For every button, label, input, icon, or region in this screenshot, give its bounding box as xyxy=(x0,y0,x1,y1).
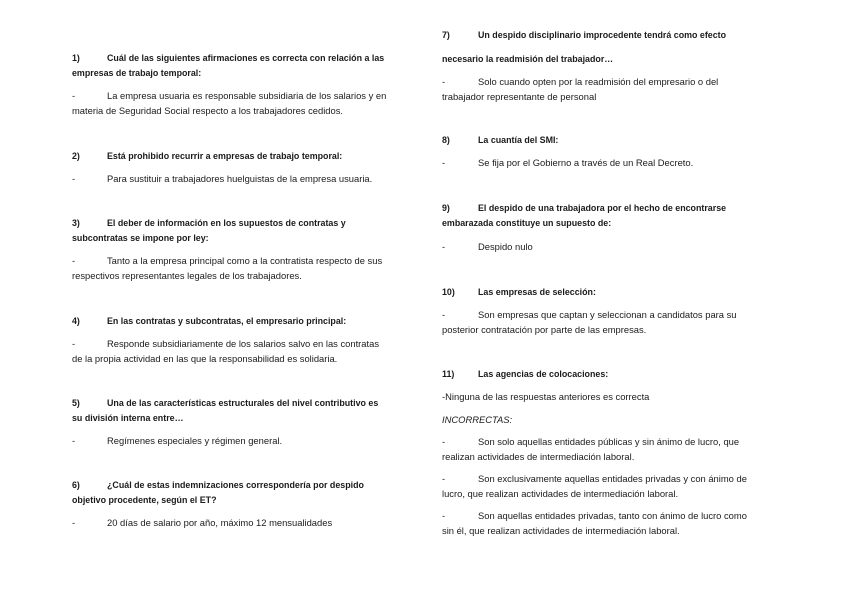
answer-marker: - xyxy=(442,435,446,447)
question-4 xyxy=(72,314,346,330)
incorrect-option-2 xyxy=(442,471,747,502)
question-9 xyxy=(442,201,726,232)
question-5 xyxy=(72,396,378,427)
answer-marker: - xyxy=(442,472,446,484)
question-3 xyxy=(72,216,346,247)
question-number: 3) xyxy=(72,217,80,228)
answer-marker: - xyxy=(72,337,76,349)
question-number: 11) xyxy=(442,368,455,379)
question-6 xyxy=(72,478,364,509)
answer-marker: - xyxy=(442,75,446,87)
answer-marker: - xyxy=(442,509,446,521)
question-number: 8) xyxy=(442,134,450,145)
incorrect-heading xyxy=(442,412,512,428)
incorrect-option-text: sin él, que realizan actividades de intermediación laboral. xyxy=(442,525,680,536)
question-number: 4) xyxy=(72,315,80,326)
question-10 xyxy=(442,285,596,301)
question-number: 10) xyxy=(442,286,455,297)
answer-4 xyxy=(72,336,379,367)
question-text: El deber de información en los supuestos de contratas y xyxy=(107,217,346,228)
answer-marker: - xyxy=(442,156,446,168)
incorrect-heading-text: INCORRECTAS: xyxy=(442,413,513,425)
answer-text: Se fija por el Gobierno a través de un Real Decreto. xyxy=(478,156,694,168)
answer-11 xyxy=(442,389,649,405)
answer-1 xyxy=(72,88,386,119)
answer-8 xyxy=(442,155,693,171)
question-8 xyxy=(442,133,558,149)
answer-marker: - xyxy=(442,240,446,252)
answer-marker: - xyxy=(72,172,76,184)
question-2 xyxy=(72,149,342,165)
question-1 xyxy=(72,51,384,82)
question-number: 7) xyxy=(442,30,450,40)
question-text: objetivo procedente, según el ET? xyxy=(72,495,217,505)
question-text: embarazada constituye un supuesto de: xyxy=(442,218,612,228)
answer-text: de la propia actividad en las que la responsabilidad es solidaria. xyxy=(72,353,338,364)
question-7 xyxy=(442,23,726,71)
answer-9 xyxy=(442,239,533,255)
answer-text: posterior contratación por parte de las empresas. xyxy=(442,324,647,335)
incorrect-option-text: Son aquellas entidades privadas, tanto con ánimo de lucro como xyxy=(478,509,747,521)
question-11 xyxy=(442,367,608,383)
answer-10 xyxy=(442,307,737,338)
question-text: El despido de una trabajadora por el hecho de encontrarse xyxy=(478,202,727,213)
question-number: 6) xyxy=(72,479,80,490)
question-text: Un despido disciplinario improcedente tendrá como efecto xyxy=(478,30,727,40)
question-text: subcontratas se impone por ley: xyxy=(72,233,209,243)
answer-5 xyxy=(72,433,282,449)
incorrect-option-text: Son exclusivamente aquellas entidades privadas y con ánimo de xyxy=(478,472,747,484)
answer-text: Despido nulo xyxy=(478,240,533,252)
incorrect-option-text: Son solo aquellas entidades públicas y sin ánimo de lucro, que xyxy=(478,435,740,447)
question-text: su división interna entre… xyxy=(72,413,184,423)
answer-text: 20 días de salario por año, máximo 12 mensualidades xyxy=(107,516,333,528)
question-text: ¿Cuál de estas indemnizaciones correspondería por despido xyxy=(107,479,364,490)
answer-text: Tanto a la empresa principal como a la contratista respecto de sus xyxy=(107,254,383,266)
answer-marker: - xyxy=(72,89,76,101)
question-text: necesario la readmisión del trabajador… xyxy=(442,54,614,64)
answer-6 xyxy=(72,515,332,531)
answer-text: Responde subsidiariamente de los salarios salvo en las contratas xyxy=(107,337,380,349)
answer-3 xyxy=(72,253,382,284)
question-text: Cuál de las siguientes afirmaciones es correcta con relación a las xyxy=(107,52,385,63)
question-text: La cuantía del SMI: xyxy=(478,134,559,145)
answer-text: respectivos representantes legales de los trabajadores. xyxy=(72,270,302,281)
answer-marker: - xyxy=(72,254,76,266)
question-text: Una de las características estructurales del nivel contributivo es xyxy=(107,397,379,408)
question-number: 5) xyxy=(72,397,80,408)
answer-marker: - xyxy=(72,516,76,528)
incorrect-option-text: realizan actividades de intermediación laboral. xyxy=(442,451,635,462)
answer-text: Para sustituir a trabajadores huelguistas de la empresa usuaria. xyxy=(107,172,373,184)
answer-text: Solo cuando opten por la readmisión del empresario o del xyxy=(478,75,719,87)
answer-text: trabajador representante de personal xyxy=(442,91,597,102)
question-text: Las empresas de selección: xyxy=(478,286,596,297)
question-number: 9) xyxy=(442,202,450,213)
question-text: En las contratas y subcontratas, el empresario principal: xyxy=(107,315,347,326)
answer-text: materia de Seguridad Social respecto a los trabajadores cedidos. xyxy=(72,105,343,116)
answer-text: Son empresas que captan y seleccionan a candidatos para su xyxy=(478,308,737,320)
answer-7 xyxy=(442,74,718,105)
question-number: 2) xyxy=(72,150,80,161)
answer-text: Regímenes especiales y régimen general. xyxy=(107,434,283,446)
incorrect-option-text: lucro, que realizan actividades de intermediación laboral. xyxy=(442,488,679,499)
answer-marker: - xyxy=(442,308,446,320)
answer-text: La empresa usuaria es responsable subsidiaria de los salarios y en xyxy=(107,89,387,101)
question-number: 1) xyxy=(72,52,80,63)
question-text: Las agencias de colocaciones: xyxy=(478,368,609,379)
incorrect-option-3 xyxy=(442,508,747,539)
incorrect-option-1 xyxy=(442,434,739,465)
question-text: empresas de trabajo temporal: xyxy=(72,68,202,78)
answer-2 xyxy=(72,171,372,187)
answer-text: -Ninguna de las respuestas anteriores es correcta xyxy=(442,390,650,402)
answer-marker: - xyxy=(72,434,76,446)
question-text: Está prohibido recurrir a empresas de trabajo temporal: xyxy=(107,150,343,161)
